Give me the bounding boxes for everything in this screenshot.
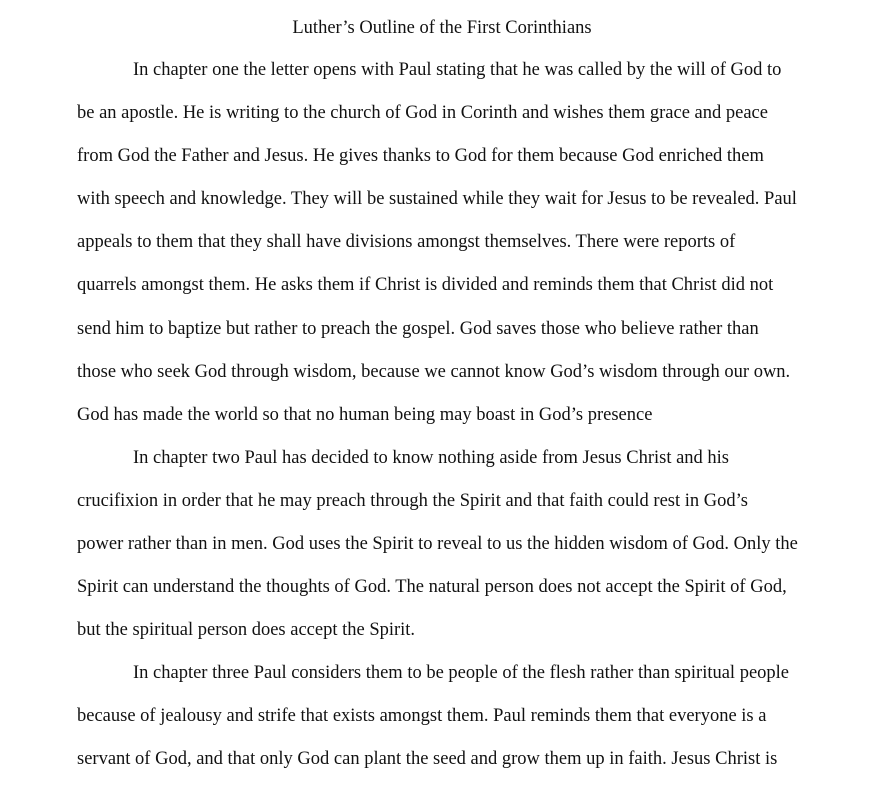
text-line: quarrels amongst them. He asks them if Christ is divided and reminds them that Christ did not <box>77 275 774 296</box>
text-line: In chapter two Paul has decided to know nothing aside from Jesus Christ and his <box>133 448 730 468</box>
paragraph-chapter-two <box>77 437 817 652</box>
paragraph-chapter-three <box>77 652 817 781</box>
text-line: because of jealousy and strife that exists amongst them. Paul reminds them that everyone is a <box>77 706 767 727</box>
text-line: with speech and knowledge. They will be sustained while they wait for Jesus to be revealed. Paul <box>77 189 797 210</box>
text-line: but the spiritual person does accept the Spirit. <box>77 620 416 641</box>
text-line: In chapter three Paul considers them to be people of the flesh rather than spiritual people <box>133 663 790 683</box>
text-line: appeals to them that they shall have divisions amongst themselves. There were reports of <box>77 232 736 253</box>
text-line: power rather than in men. God uses the Spirit to reveal to us the hidden wisdom of God. Only the <box>77 534 798 555</box>
text-line: crucifixion in order that he may preach through the Spirit and that faith could rest in God’s <box>77 491 748 512</box>
text-line: In chapter one the letter opens with Paul stating that he was called by the will of God to <box>133 60 782 80</box>
paragraph-chapter-one <box>77 49 817 437</box>
document-title: Luther’s Outline of the First Corinthians <box>292 18 592 38</box>
text-line: Spirit can understand the thoughts of God. The natural person does not accept the Spirit of God, <box>77 577 787 598</box>
text-line: those who seek God through wisdom, because we cannot know God’s wisdom through our own. <box>77 361 791 382</box>
text-line: from God the Father and Jesus. He gives thanks to God for them because God enriched them <box>77 146 764 167</box>
text-line: servant of God, and that only God can plant the seed and grow them up in faith. Jesus Christ is <box>77 749 778 770</box>
text-line: be an apostle. He is writing to the church of God in Corinth and wishes them grace and peace <box>77 103 768 124</box>
text-line: send him to baptize but rather to preach the gospel. God saves those who believe rather than <box>77 318 759 339</box>
text-line: God has made the world so that no human being may boast in God’s presence <box>77 404 653 425</box>
